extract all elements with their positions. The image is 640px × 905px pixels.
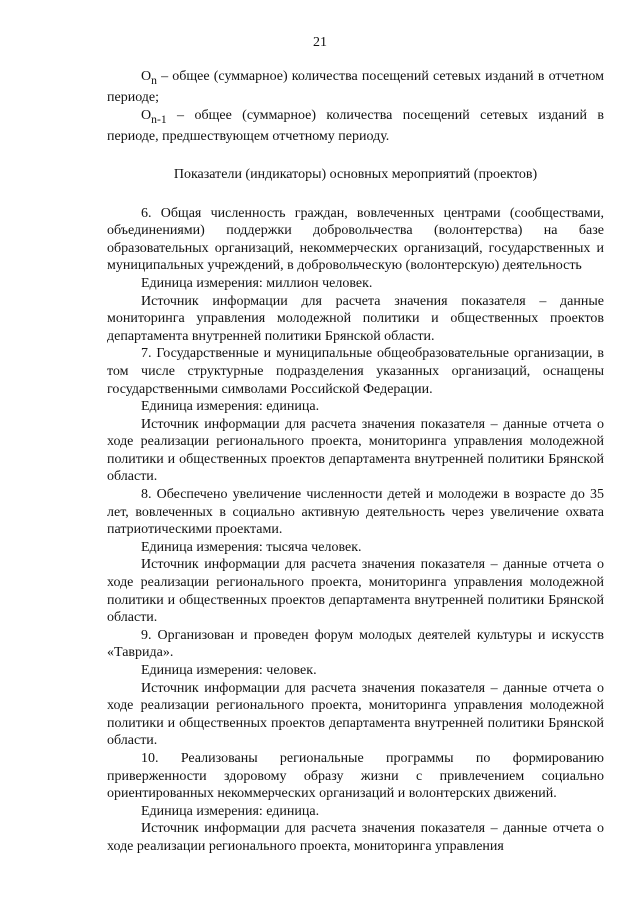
indicator-title: 7. Государственные и муниципальные общеобразовательные организации, в том числе структурные подразделения указанных организаций, оснащены государственными символами Российской Федерации. — [107, 346, 604, 397]
section-heading: Показатели (индикаторы) основных мероприятий (проектов) — [173, 166, 538, 182]
indicator-source: Источник информации для расчета значения показателя – данные мониторинга управления молодежной политики и общественных проектов департамента внутренней политики Брянской области. — [107, 293, 604, 344]
definition-current — [107, 68, 604, 107]
definition-subscript: n — [151, 73, 157, 87]
indicator-source: Источник информации для расчета значения показателя – данные отчета о ходе реализации регионального проекта, мониторинга управления молодежной политики и общественных проектов департамента внутренней политики Брянской области. — [107, 557, 604, 626]
page-content — [107, 68, 604, 856]
indicator-title: 9. Организован и проведен форум молодых деятелей культуры и искусств «Таврида». — [107, 627, 604, 661]
definition-text: – общее (суммарное) количества посещений сетевых изданий в отчетном периоде; — [107, 69, 604, 106]
indicator-unit: Единица измерения: человек. — [141, 663, 317, 678]
indicator-title: 10. Реализованы региональные программы по формированию приверженности здоровому образу жизни с привлечением социально ориентированных некоммерческих организаций и волонтерских движений. — [107, 750, 604, 802]
definition-symbol: О — [141, 107, 152, 123]
indicator-unit: Единица измерения: миллион человек. — [141, 275, 373, 291]
page-number: 21 — [313, 35, 327, 50]
indicator-unit: Единица измерения: тысяча человек. — [141, 539, 362, 555]
indicator-source: Источник информации для расчета значения показателя – данные отчета о ходе реализации регионального проекта, мониторинга управления молодежной политики и общественных проектов департамента внутренней политики Брянской области. — [107, 680, 604, 749]
definition-text: – общее (суммарное) количества посещений сетевых изданий в периоде, предшествующем отчетному периоду. — [107, 107, 604, 145]
definition-symbol: О — [141, 69, 152, 84]
indicator-source: Источник информации для расчета значения показателя – данные отчета о ходе реализации регионального проекта, мониторинга управления молодежной политики и общественных проектов департамента внутренней политики Брянской области. — [107, 416, 604, 485]
indicator-source: Источник информации для расчета значения показателя – данные отчета о ходе реализации регионального проекта, мониторинга управления — [107, 821, 604, 854]
indicator-unit: Единица измерения: единица. — [141, 803, 320, 819]
definition-previous — [107, 107, 604, 146]
indicator-title: 8. Обеспечено увеличение численности детей и молодежи в возрасте до 35 лет, вовлеченных в социально активную деятельность через увеличение охвата патриотическими проектами. — [107, 487, 604, 538]
indicator-unit: Единица измерения: единица. — [141, 399, 320, 415]
indicator-title: 6. Общая численность граждан, вовлеченных центрами (сообществами, объединениями) поддержки добровольчества (волонтерства) на базе образовательных организаций, некоммерческих организаций, государственных и муниципальных учреждений, в добровольческую (волонтерскую) деятельность — [107, 205, 604, 274]
definition-subscript: n-1 — [151, 112, 167, 126]
